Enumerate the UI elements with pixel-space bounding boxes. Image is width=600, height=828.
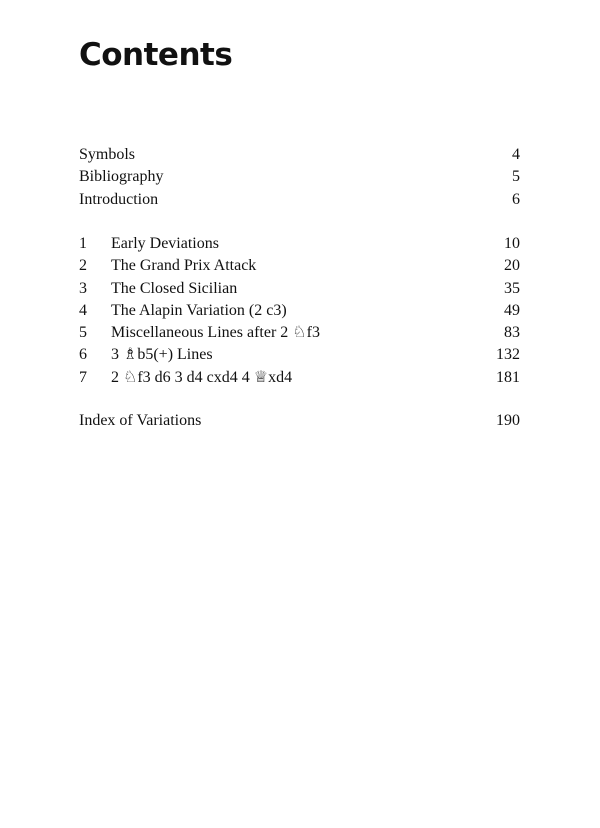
chapter-title: The Grand Prix Attack [111, 257, 257, 275]
toc-back-matter [79, 410, 520, 432]
toc-chapter-2 [79, 255, 520, 277]
toc-chapter-3 [79, 278, 520, 300]
chapter-number: 5 [79, 324, 87, 342]
page-title: Contents [79, 37, 233, 73]
toc-front-matter [79, 144, 520, 211]
toc-entry-label: Bibliography [79, 168, 164, 186]
chapter-number: 4 [79, 301, 87, 319]
toc-entry-label: Symbols [79, 146, 136, 163]
toc-chapter-5 [79, 322, 520, 344]
toc-page-number: 181 [496, 368, 520, 386]
toc-page-number: 49 [504, 301, 520, 319]
toc-entry-index [79, 410, 520, 432]
toc-chapter-6 [79, 344, 520, 366]
chapter-number: 1 [79, 235, 87, 252]
chapter-title: 3 ♗b5(+) Lines [111, 346, 213, 364]
toc-chapters [79, 233, 520, 389]
toc-entry-bibliography [79, 166, 520, 188]
toc-entry-symbols [79, 144, 520, 166]
toc-page-number: 83 [504, 324, 520, 342]
toc-page-number: 20 [504, 257, 520, 275]
toc-page-number: 6 [512, 190, 520, 208]
toc-page-number: 132 [496, 346, 520, 364]
chapter-title: The Alapin Variation (2 c3) [111, 301, 287, 319]
chapter-number: 2 [79, 257, 87, 275]
toc-entry-label: Introduction [79, 190, 159, 208]
toc-entry-label: Index of Variations [79, 412, 202, 429]
toc-entry-introduction [79, 189, 520, 211]
chapter-title: The Closed Sicilian [111, 279, 238, 297]
chapter-title: 2 ♘f3 d6 3 d4 cxd4 4 ♕xd4 [111, 368, 293, 386]
chapter-number: 6 [79, 346, 87, 364]
toc-page-number: 10 [504, 235, 520, 252]
toc-page-number: 35 [504, 279, 520, 297]
toc-chapter-7 [79, 367, 520, 389]
toc-page-number: 190 [496, 412, 520, 429]
chapter-number: 3 [79, 279, 87, 297]
chapter-number: 7 [79, 368, 87, 386]
chapter-title: Miscellaneous Lines after 2 ♘f3 [111, 324, 320, 342]
chapter-title: Early Deviations [111, 235, 219, 252]
toc-page-number: 4 [512, 146, 520, 163]
toc-chapter-1 [79, 233, 520, 255]
toc-page-number: 5 [512, 168, 520, 186]
toc-chapter-4 [79, 300, 520, 322]
